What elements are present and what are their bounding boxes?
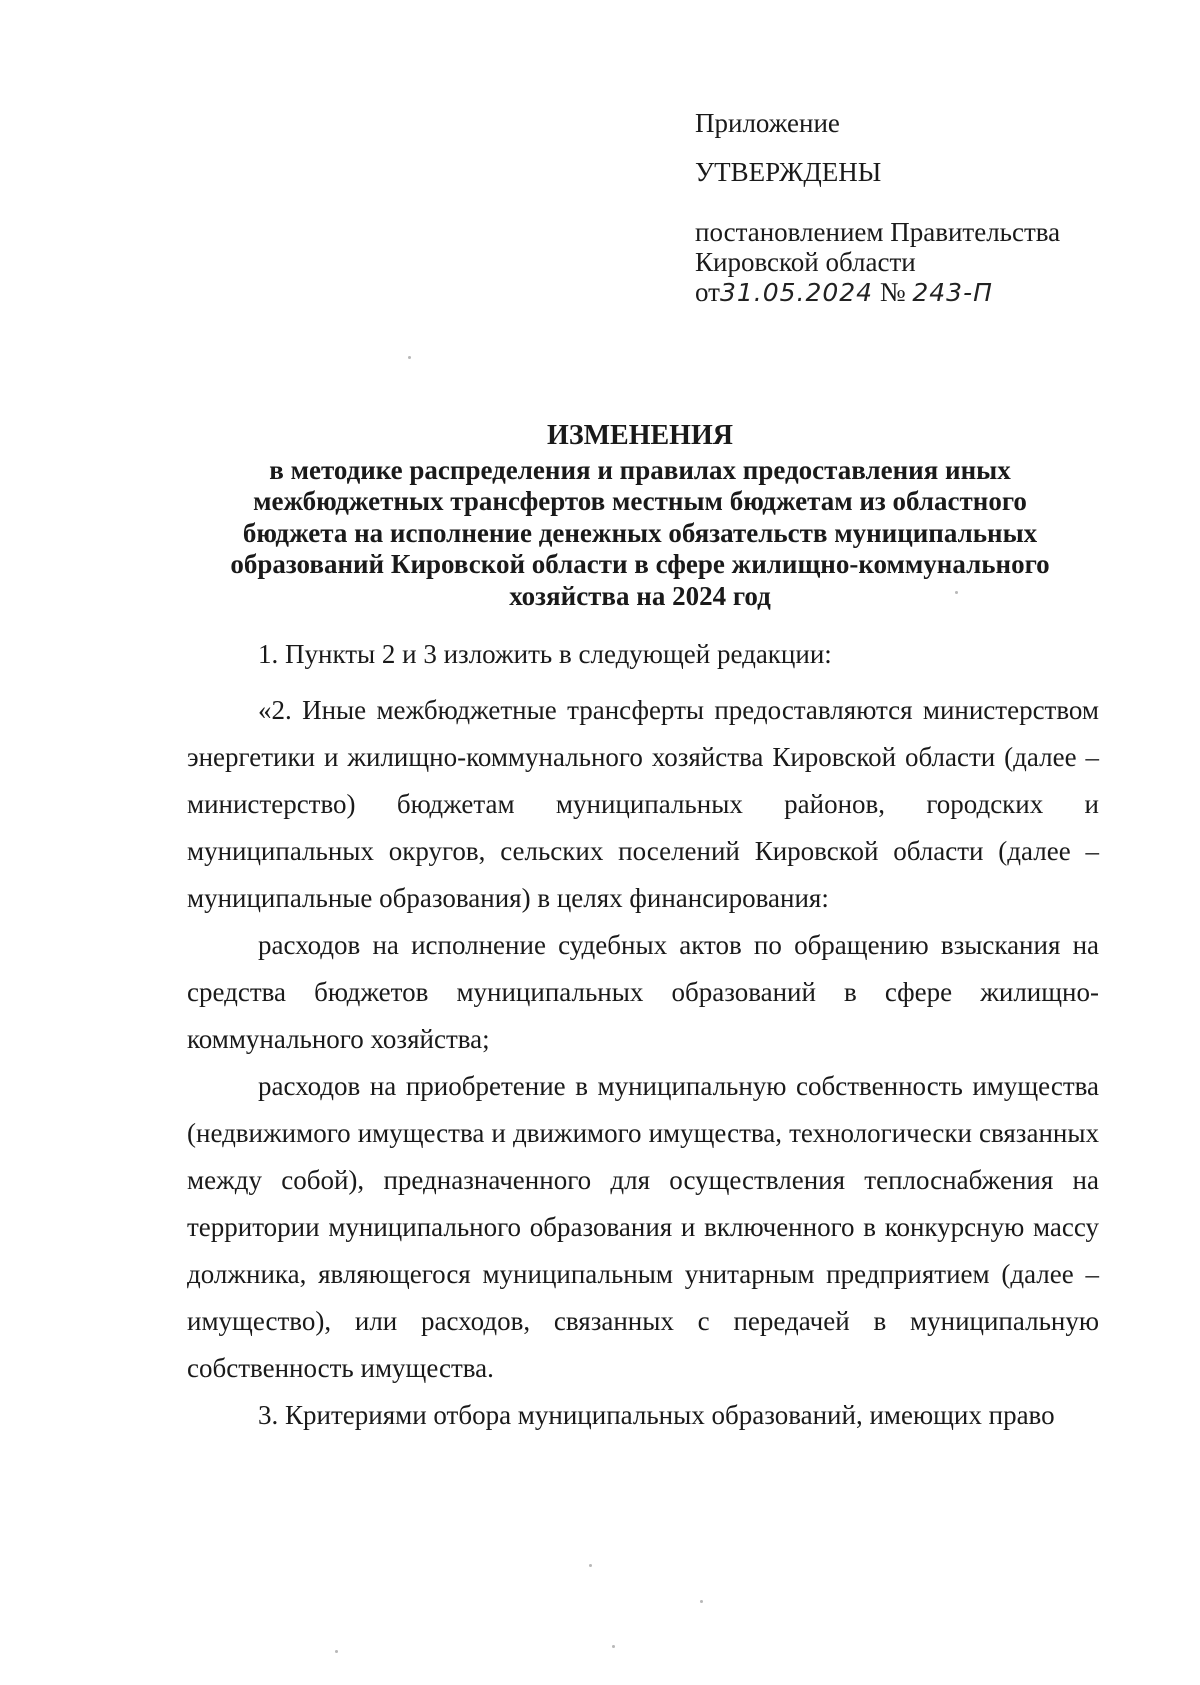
document-heading	[150, 420, 1130, 612]
approval-block	[695, 108, 1155, 308]
document-body	[187, 638, 1099, 1439]
number-label: №	[879, 277, 906, 307]
approved-label: УТВЕРЖДЕНЫ	[695, 157, 882, 187]
paragraph-4: расходов на приобретение в муниципальную собственность имущества (недвижимого имущества и движимого имущества, технологически связанных между собой), предназначенного для осуществления теплоснабжения на территории муниципального образования и включенного в конкурсную массу должника, являющегося муниципальным унитарным предприятием (далее – имущество), или расходов, связанных с передачей в муниципальную собственность имущества.	[187, 1071, 1099, 1383]
appendix-label: Приложение	[695, 108, 840, 138]
resolution-line-1: постановлением Правительства	[695, 217, 1061, 247]
paragraph-3: расходов на исполнение судебных актов по обращению взыскания на средства бюджетов муниципальных образований в сфере жилищно-коммунального хозяйства;	[187, 930, 1099, 1054]
document-title: ИЗМЕНЕНИЯ	[547, 420, 733, 451]
document-subtitle: в методике распределения и правилах предоставления иных межбюджетных трансфертов местным бюджетам из областного бюджета на исполнение денежных обязательств муниципальных образований Кировской области в сфере жилищно-коммунального хозяйства на 2024 год	[230, 454, 1050, 611]
handwritten-number: 243-П	[912, 278, 993, 307]
paragraph-5: 3. Критериями отбора муниципальных образований, имеющих право	[258, 1400, 1055, 1430]
scan-speck	[589, 1564, 592, 1567]
resolution-date-line	[695, 277, 1155, 308]
scan-speck	[335, 1650, 338, 1653]
scan-speck	[612, 1645, 615, 1648]
scan-speck	[408, 356, 411, 359]
date-prefix: от	[695, 277, 720, 307]
scan-speck	[700, 1600, 703, 1603]
paragraph-1: 1. Пункты 2 и 3 изложить в следующей редакции:	[258, 639, 832, 669]
paragraph-2: «2. Иные межбюджетные трансферты предоставляются министерством энергетики и жилищно-коммунального хозяйства Кировской области (далее – министерство) бюджетам муниципальных районов, городских и муниципальных округов, сельских поселений Кировской области (далее – муниципальные образования) в целях финансирования:	[187, 695, 1099, 913]
resolution-line-2: Кировской области	[695, 247, 916, 277]
handwritten-date: 31.05.2024	[719, 278, 874, 307]
scan-speck	[955, 591, 958, 594]
